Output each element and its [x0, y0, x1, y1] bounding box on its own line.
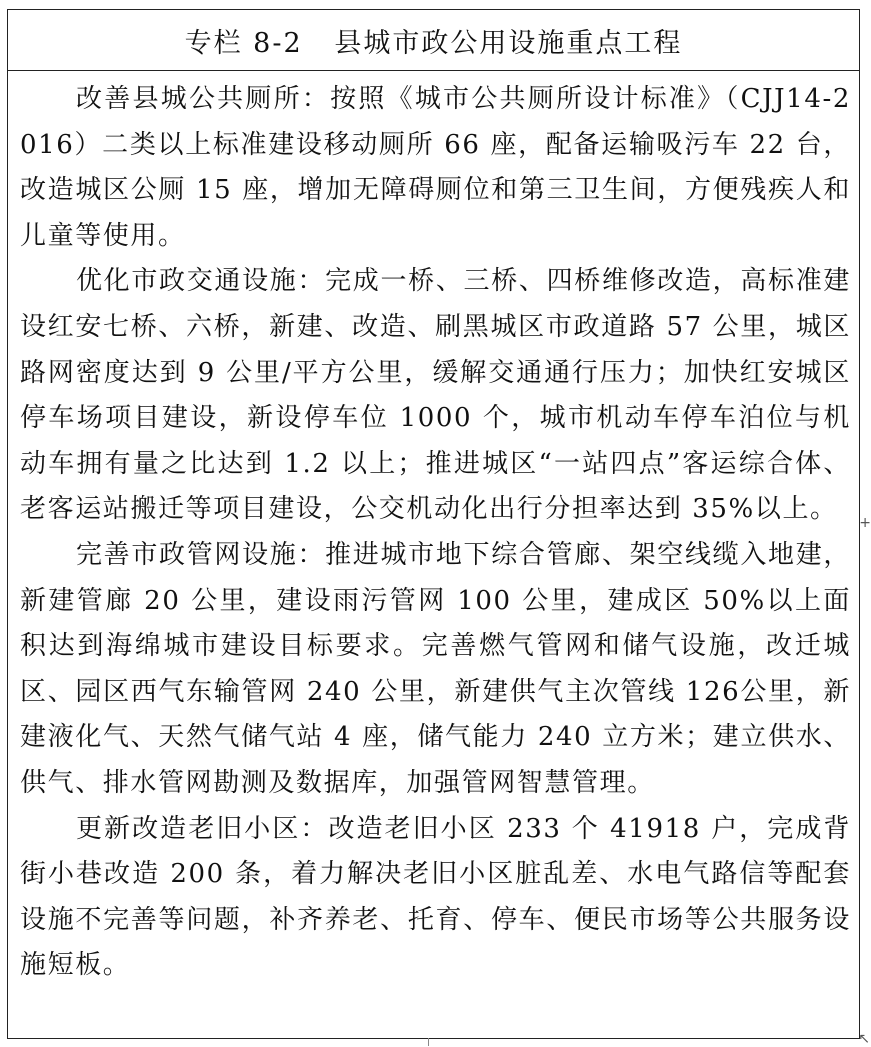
corner-resize-marker: ↖ — [858, 1031, 870, 1047]
column-title: 专栏 8-2 县城市政公用设施重点工程 — [184, 27, 683, 59]
column-title-row — [8, 10, 859, 71]
column-box — [7, 9, 860, 1039]
paragraph-pipe-network: 完善市政管网设施：推进城市地下综合管廊、架空线缆入地建，新建管廊 20 公里，建设雨污管网 100 公里，建成区 50%以上面积达到海绵城市建设目标要求。完善燃气管网和储气设施，改迁城区、园区西气东输管网 240 公里，新建供气主次管线 126公里，新建液化气、天然气储气站 4 座，储气能力 240 立方米；建立供水、供气、排水管网勘测及数据库，加强管网智慧管理。 — [20, 539, 851, 798]
paragraph-traffic-facilities: 优化市政交通设施：完成一桥、三桥、四桥维修改造，高标准建设红安七桥、六桥，新建、改造、刷黑城区市政道路 57 公里，城区路网密度达到 9 公里/平方公里，缓解交通通行压力；加快红安城区停车场项目建设，新设停车位 1000 个，城市机动车停车泊位与机动车拥有量之比达到 1.2 以上；推进城区“一站四点”客运综合体、老客运站搬迁等项目建设，公交机动化出行分担率达到 35%以上。 — [20, 266, 851, 525]
column-body — [8, 71, 859, 989]
table-resize-marker: + — [859, 515, 871, 531]
paragraph-old-communities: 更新改造老旧小区：改造老旧小区 233 个 41918 户，完成背街小巷改造 200 条，着力解决老旧小区脏乱差、水电气路信等配套设施不完善等问题，补齐养老、托育、停车、便民市场等公共服务设施短板。 — [20, 813, 851, 981]
cursor-marker — [428, 1038, 437, 1046]
paragraph-public-toilets: 改善县城公共厕所：按照《城市公共厕所设计标准》（CJJ14-2016）二类以上标准建设移动厕所 66 座，配备运输吸污车 22 台，改造城区公厕 15 座，增加无障碍厕位和第三卫生间，方便残疾人和儿童等使用。 — [20, 84, 851, 251]
